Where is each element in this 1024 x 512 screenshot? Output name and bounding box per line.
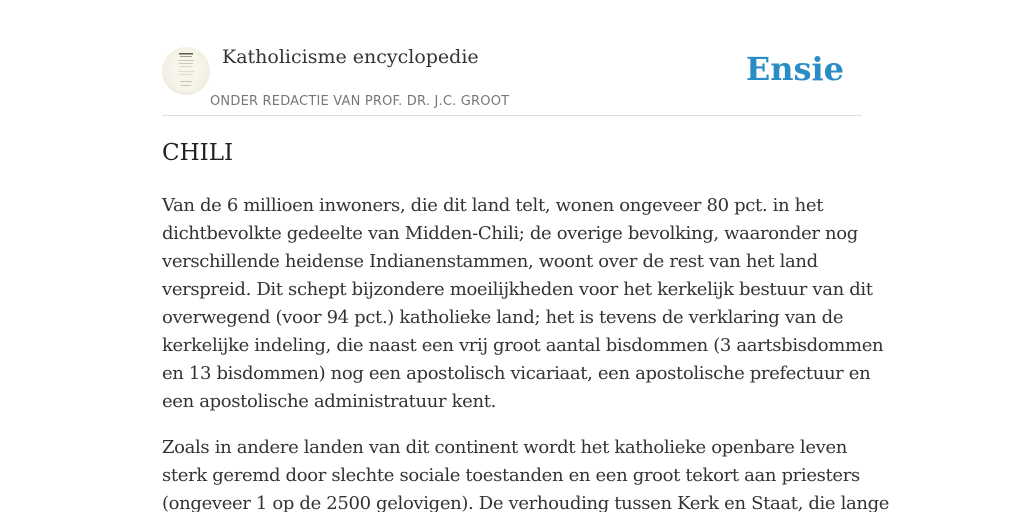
text-line: verschillende heidense Indianenstammen, woont over de rest van het land: [162, 251, 818, 272]
text-line: en 13 bisdommen) nog een apostolisch vicariaat, een apostolische prefectuur en: [162, 363, 871, 384]
site-title[interactable]: Katholicisme encyclopedie: [222, 46, 479, 68]
paragraph-2: [162, 434, 890, 512]
text-line: verspreid. Dit schept bijzondere moeilijkheden voor het kerkelijk bestuur van dit: [162, 279, 873, 300]
text-line: een apostolische administratuur kent.: [162, 391, 496, 412]
encyclopedia-cover-thumbnail[interactable]: [162, 47, 210, 95]
text-line: (ongeveer 1 op de 2500 gelovigen). De verhouding tussen Kerk en Staat, die lange: [162, 493, 890, 512]
header-divider: [162, 115, 862, 116]
book-cover-icon: [162, 47, 210, 95]
article-title: CHILI: [162, 140, 234, 166]
text-line: dichtbevolkte gedeelte van Midden-Chili; de overige bevolking, waaronder nog: [162, 223, 858, 244]
text-line: Van de 6 millioen inwoners, die dit land telt, wonen ongeveer 80 pct. in het: [162, 195, 824, 216]
text-line: overwegend (voor 94 pct.) katholieke land; het is tevens de verklaring van de: [162, 307, 844, 328]
paragraph-1: [162, 192, 884, 416]
site-subtitle: ONDER REDACTIE VAN PROF. DR. J.C. GROOT: [210, 94, 510, 109]
text-line: kerkelijke indeling, die naast een vrij groot aantal bisdommen (3 aartsbisdommen: [162, 335, 884, 356]
site-header: [162, 44, 862, 116]
text-line: sterk geremd door slechte sociale toestanden en een groot tekort aan priesters: [162, 465, 860, 486]
text-line: Zoals in andere landen van dit continent wordt het katholieke openbare leven: [162, 437, 847, 458]
ensie-logo-link[interactable]: Ensie: [745, 50, 844, 88]
article-body: [162, 192, 890, 512]
